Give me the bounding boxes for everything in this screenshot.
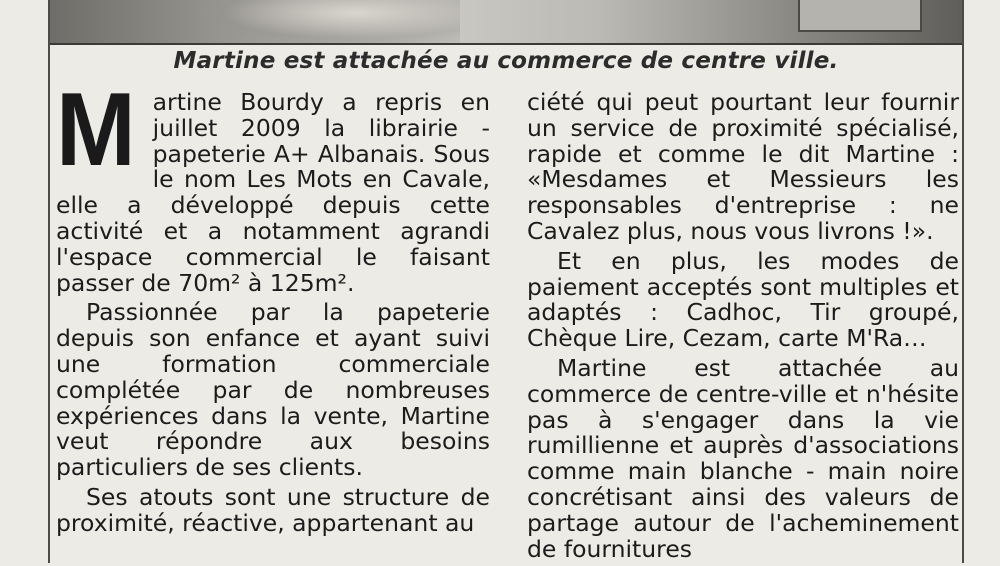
paragraph-2: Passionnée par la papeterie depuis son enfance et ayant suivi une formation commerciale complétée par de nombreuses expériences dans la vente, Martine veut répondre aux besoins particuliers de ses clients. — [56, 298, 490, 482]
paragraph-1 — [56, 72, 490, 297]
paragraph-right-3: Martine est attachée au commerce de centre-ville et n'hésite pas à s'engager dans la vie rumillienne et auprès d'associations comme main blanche - main noire concrétisant ainsi des valeurs de partage autour de l'acheminement de fournitures — [527, 353, 959, 563]
photo-caption: Martine est attachée au commerce de centre ville. — [173, 48, 839, 74]
paragraph-right-1: ciété qui peut pourtant leur fournir un service de proximité spécialisé, rapide et comme le dit Martine : «Mesdames et Messieurs les responsables d'entreprise : ne Cavalez plus, nous vous livrons !». — [527, 88, 959, 245]
paragraph-1-text: artine Bourdy a repris en juillet 2009 la librairie - papeterie A+ Albanais. Sous le nom Les Mots en Cavale, elle a développé depuis cette activité et a notamment agrandi l'espace commercial le faisant passer de 70m² à 125m². — [56, 88, 490, 297]
drop-cap: M — [56, 72, 136, 188]
photo-highlight — [200, 0, 460, 43]
column-rule-left — [48, 0, 50, 563]
article-column-right — [527, 90, 959, 566]
photo-frame-object — [798, 0, 922, 32]
paragraph-3: Ses atouts sont une structure de proximité, réactive, appartenant au — [56, 482, 490, 537]
article-column-left — [56, 72, 490, 541]
paragraph-right-2: Et en plus, les modes de paiement acceptés sont multiples et adaptés : Cadhoc, Tir groupé, Chèque Lire, Cezam, carte M'Ra… — [527, 246, 959, 353]
article-photo — [50, 0, 962, 45]
column-rule-right — [962, 0, 964, 563]
